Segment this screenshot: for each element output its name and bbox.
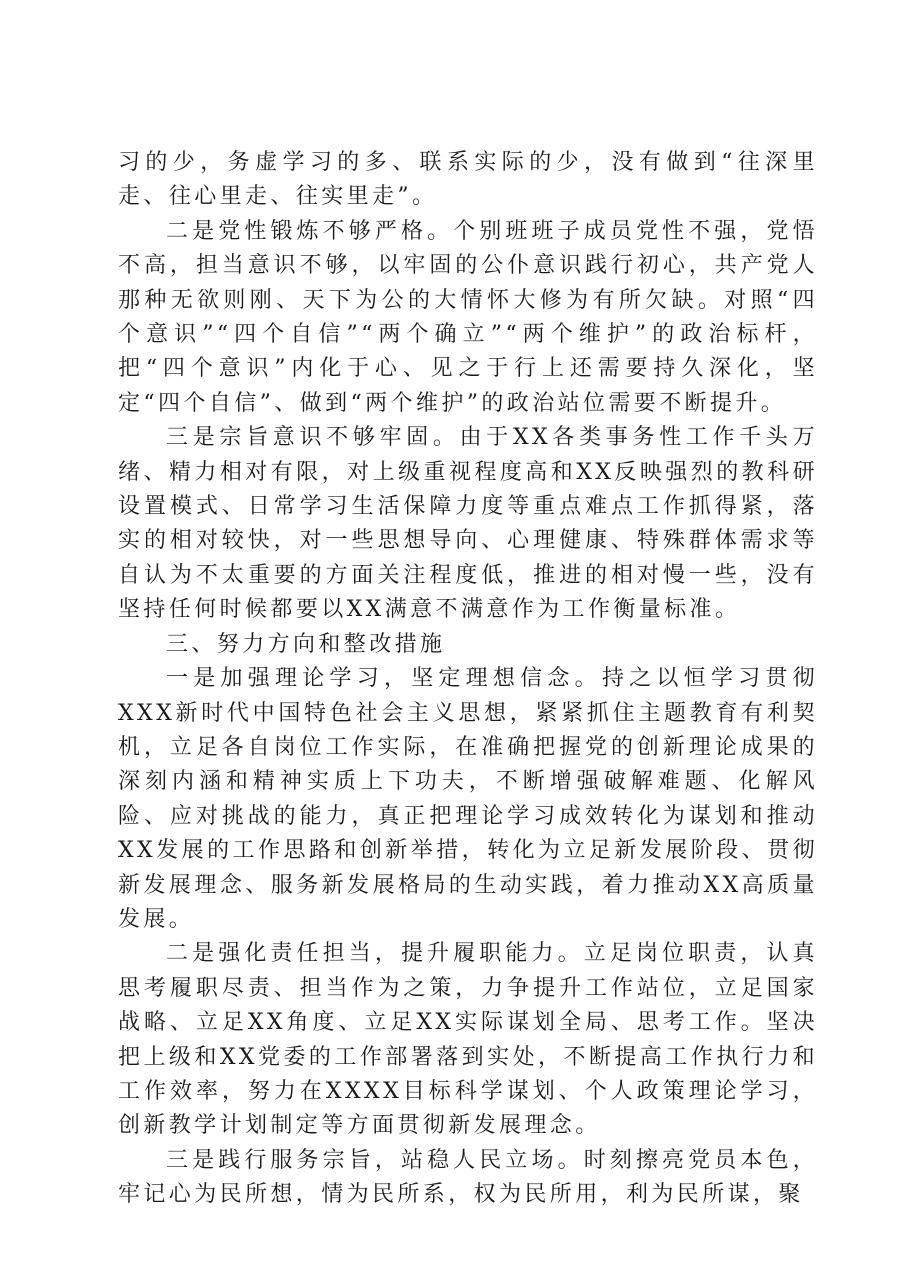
text-line: 三、努力方向和整改措施 (166, 631, 446, 657)
paragraph (118, 215, 818, 421)
paragraph (118, 937, 818, 1143)
document-body (118, 146, 818, 1213)
text-line: 深刻内涵和精神实质上下功夫，不断增强破解难题、化解风险、 (118, 769, 818, 829)
paragraph (118, 146, 818, 215)
text-line: 二是强化责任担当，提升履职能力。立足岗位职责，认真 (166, 941, 818, 967)
text-line: 思考履职尽责、担当作为之策，力争提升工作站位，立足国家 (118, 975, 818, 1001)
text-line: 新教学计划制定等方面贯彻新发展理念。 (143, 1113, 601, 1139)
text-line: 那种无欲则刚、天下为公的大情怀大修为有所欠缺。对照“四 (118, 287, 818, 313)
text-line: 二是党性锻炼不够严格。个别班班子成员党性不强，党悟 (166, 218, 818, 244)
text-line: XXX新时代中国特色社会主义思想，紧紧抓住主题教育有利契 (118, 700, 818, 726)
text-line: 战略、立足XX角度、立足XX实际谋划全局、思考工作。坚决 (118, 1010, 818, 1036)
text-line: 机，立足各自岗位工作实际，在准确把握党的创新理论成果的 (118, 734, 818, 760)
text-line: 三是践行服务宗旨，站稳人民立场。时刻擦亮党员本色， (166, 1147, 818, 1173)
text-line: 精力相对有限，对上级重视程度高和XX反映强烈的教科研设置 (118, 459, 818, 520)
text-line: 个意识”“四个自信”“两个确立”“两个维护”的政治标杆， (118, 322, 818, 348)
paragraph (118, 1144, 818, 1213)
paragraph (118, 421, 818, 627)
text-line: 习的少，务虚学习的多、联系实际的少，没有做到“往深里走、 (118, 150, 818, 210)
text-line: 把上级和XX党委的工作部署落到实处，不断提高工作执行力和 (118, 1044, 818, 1070)
text-line: 牢记心为民所想，情为民所系，权为民所用，利为民所谋，聚 (118, 1182, 804, 1208)
paragraph (118, 662, 818, 937)
text-line: 一是加强理论学习，坚定理想信念。持之以恒学习贯彻 (166, 666, 818, 692)
paragraph (118, 628, 818, 662)
text-line: 模式、日常学习生活保障力度等重点难点工作抓得紧，落实的 (118, 494, 818, 554)
text-line: 应对挑战的能力，真正把理论学习成效转化为谋划和推动XX发 (118, 803, 818, 864)
text-line: “四个自信”、做到“两个维护”的政治站位需要不断提升。 (143, 390, 787, 416)
text-line: 把“四个意识”内化于心、见之于行上还需要持久深化，坚定 (118, 356, 818, 416)
text-line: 任何时候都要以XX满意不满意作为工作衡量标准。 (168, 597, 741, 623)
text-line: 工作效率，努力在XXXX目标科学谋划、个人政策理论学习，创 (118, 1078, 818, 1139)
text-line: 展的工作思路和创新举措，转化为立足新发展阶段、贯彻新发 (118, 838, 818, 898)
text-line: 不高，担当意识不够，以牢固的公仆意识践行初心，共产党人 (118, 253, 818, 279)
text-line: 相对较快，对一些思想导向、心理健康、特殊群体需求等自认 (118, 528, 818, 588)
text-line: 往心里走、往实里走”。 (168, 184, 438, 210)
text-line: 为不太重要的方面关注程度低，推进的相对慢一些，没有坚持 (118, 562, 818, 623)
text-line: 三是宗旨意识不够牢固。由于XX各类事务性工作千头万绪、 (118, 425, 818, 485)
text-line: 展理念、服务新发展格局的生动实践，着力推动XX高质量发展。 (118, 872, 818, 932)
